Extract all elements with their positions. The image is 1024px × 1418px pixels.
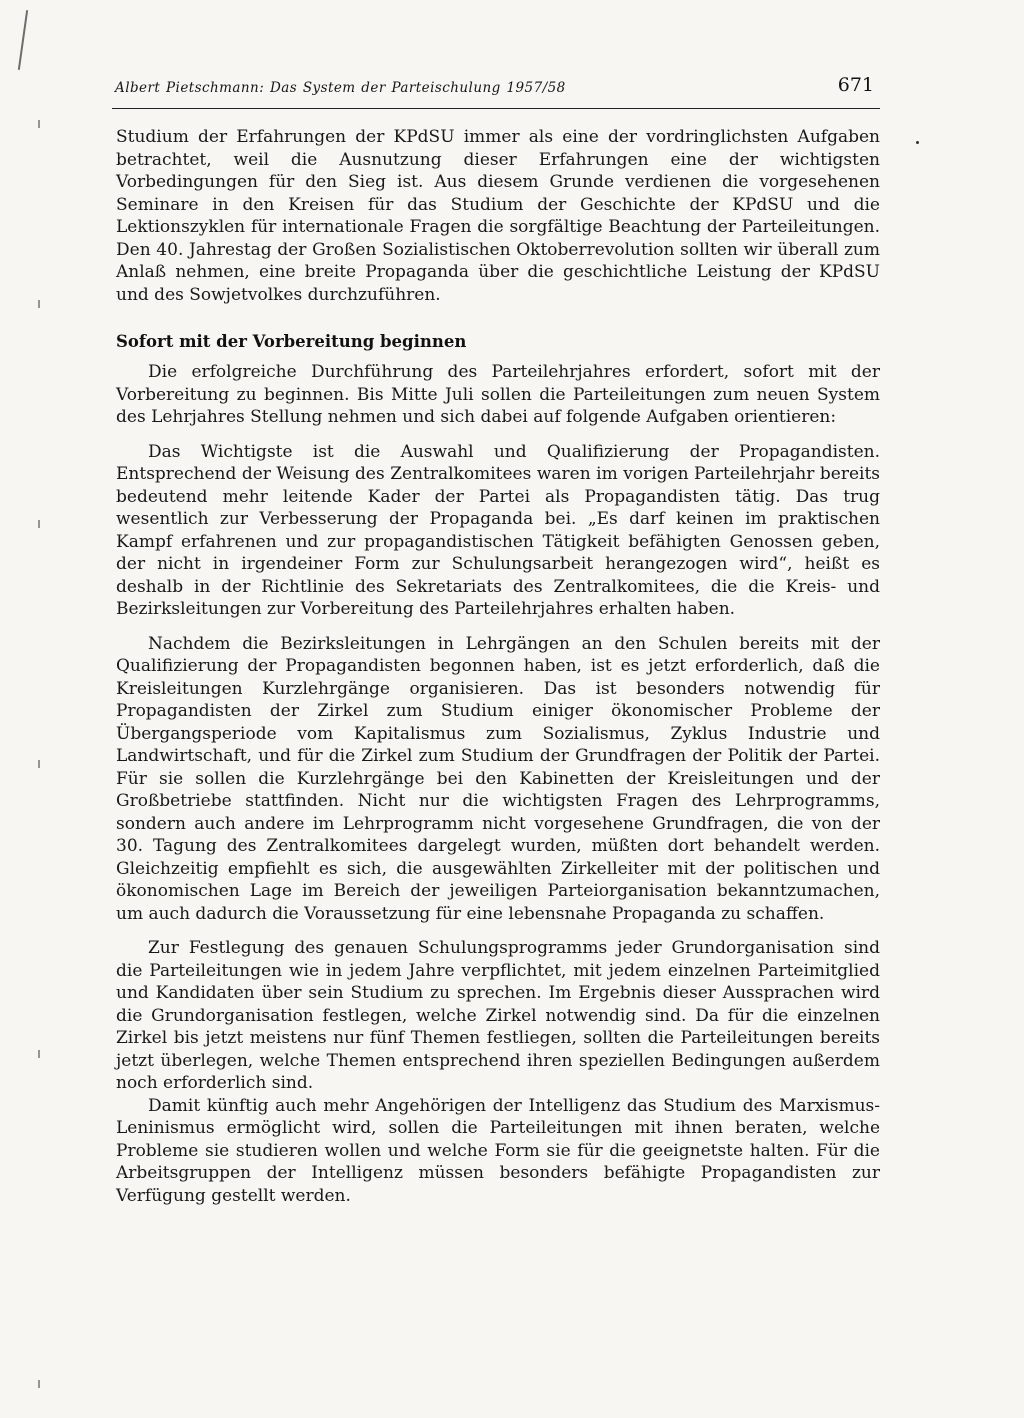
margin-tick	[38, 300, 40, 308]
section-heading: Sofort mit der Vorbereitung beginnen	[116, 332, 467, 351]
paragraph: Studium der Erfahrungen der KPdSU immer als eine der vordringlichsten Aufgaben betrachtet, weil die Ausnutzung dieser Erfahrungen eine der wichtigsten Vorbedingungen für den Sieg ist. Aus diesem Grunde verdienen die vorgesehenen Seminare in den Kreisen für das Studium der Geschichte der KPdSU und die Lektionszyklen für internationale Fragen die sorgfältige Beachtung der Parteileitungen. Den 40. Jahrestag der Großen Sozialistischen Oktoberrevolution sollten wir überall zum Anlaß nehmen, eine breite Propaganda über die geschichtliche Leistung der KPdSU und des Sowjetvolkes durchzuführen.	[116, 127, 880, 305]
page-header	[112, 74, 880, 109]
margin-tick	[38, 1050, 40, 1058]
margin-mark	[18, 10, 28, 70]
paragraph: Nachdem die Bezirksleitungen in Lehrgängen an den Schulen bereits mit der Qualifizierung der Propagandisten begonnen haben, ist es jetzt erforderlich, daß die Kreisleitungen Kurzlehrgänge organisieren. Das ist besonders notwendig für Propagandisten der Zirkel zum Studium einiger ökonomischer Probleme der Übergangsperiode vom Kapitalismus zum Sozialismus, Zyklus Industrie und Landwirtschaft, und für die Zirkel zum Studium der Grundfragen der Politik der Partei. Für sie sollen die Kurzlehrgänge bei den Kabinetten der Kreisleitungen und der Großbetriebe stattfinden. Nicht nur die wichtigsten Fragen des Lehrprogramms, sondern auch andere im Lehrprogramm nicht vorgesehene Grundfragen, die von der 30. Tagung des Zentralkomitees dargelegt wurden, müßten dort behandelt werden. Gleichzeitig empfiehlt es sich, die ausgewählten Zirkelleiter mit der politischen und ökonomischen Lage im Bereich der jeweiligen Parteiorganisation bekanntzumachen, um auch dadurch die Voraussetzung für eine lebensnahe Propaganda zu schaffen.	[116, 633, 880, 924]
margin-tick	[38, 760, 40, 768]
paragraph: Die erfolgreiche Durchführung des Parteilehrjahres erfordert, sofort mit der Vorbereitung zu beginnen. Bis Mitte Juli sollen die Parteileitungen zum neuen System des Lehrjahres Stellung nehmen und sich dabei auf folgende Aufgaben orientieren:	[116, 362, 880, 427]
margin-tick	[38, 520, 40, 528]
paragraph: Zur Festlegung des genauen Schulungsprogramms jeder Grundorganisation sind die Parteileitungen wie in jedem Jahre verpflichtet, mit jedem einzelnen Parteimitglied und Kandidaten über sein Studium zu sprechen. Im Ergebnis dieser Aussprachen wird die Grundorganisation festlegen, welche Zirkel notwendig sind. Da für die einzelnen Zirkel bis jetzt meistens nur fünf Themen festliegen, sollten die Parteileitungen bereits jetzt überlegen, welche Themen entsprechend ihren speziellen Bedingungen außerdem noch erforderlich sind.	[116, 938, 880, 1093]
running-head: Albert Pietschmann: Das System der Parteischulung 1957/58	[115, 80, 566, 96]
page-number: 671	[837, 74, 874, 96]
paragraph: Damit künftig auch mehr Angehörigen der Intelligenz das Studium des Marxismus-Leninismus ermöglicht wird, sollen die Parteileitungen mit ihnen beraten, welche Probleme sie studieren wollen und welche Form sie für die geeignetste halten. Für die Arbeitsgruppen der Intelligenz müssen besonders befähigte Propagandisten zur Verfügung gestellt werden.	[116, 1095, 880, 1206]
margin-tick	[38, 1380, 40, 1388]
body-text	[116, 126, 880, 1207]
margin-tick	[38, 120, 40, 128]
paragraph: Das Wichtigste ist die Auswahl und Qualifizierung der Propagandisten. Entsprechend der Weisung des Zentralkomitees waren im vorigen Parteilehrjahr bereits bedeutend mehr leitende Kader der Partei als Propagandisten tätig. Das trug wesentlich zur Verbesserung der Propaganda bei. „Es darf keinen im praktischen Kampf erfahrenen und zur propagandistischen Tätigkeit befähigten Genossen geben, der nicht in irgendeiner Form zur Schulungsarbeit herangezogen wird“, heißt es deshalb in der Richtlinie des Sekretariats des Zentralkomitees, die die Kreis- und Bezirksleitungen zur Vorbereitung des Parteilehrjahres erhalten haben.	[116, 441, 880, 619]
speck-mark	[916, 141, 919, 144]
